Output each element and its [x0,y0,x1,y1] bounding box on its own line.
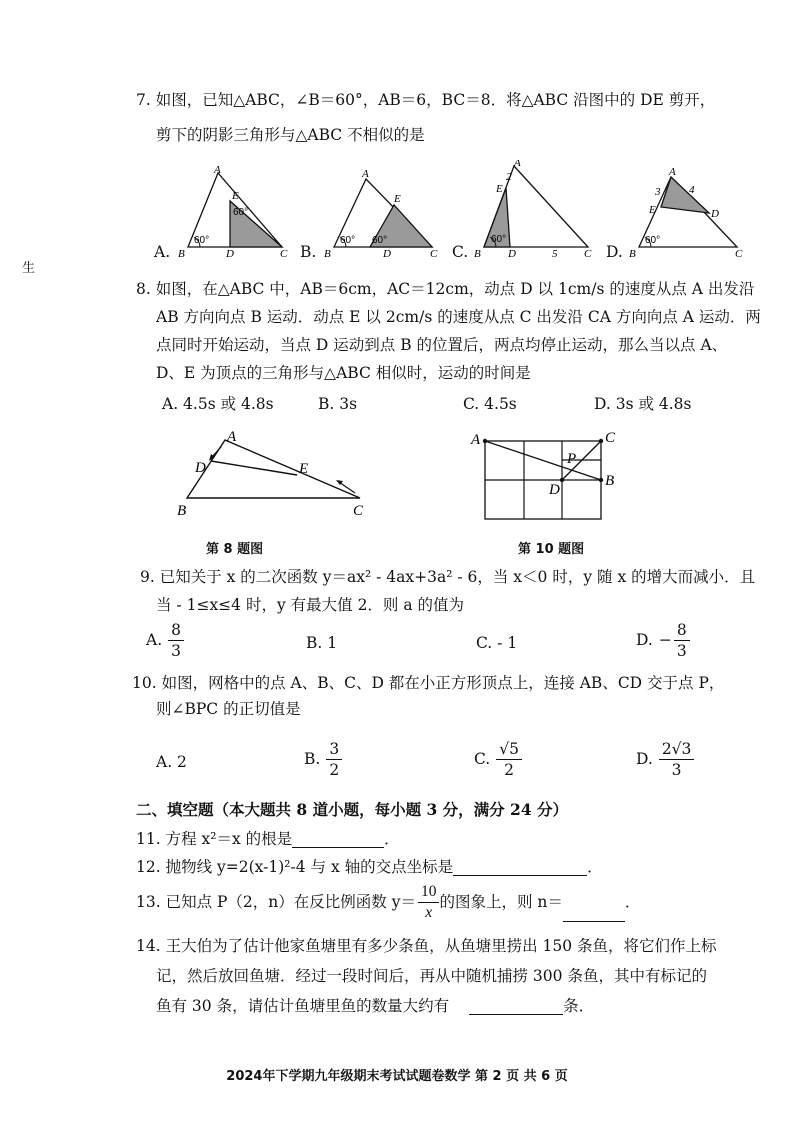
fig8-label-d: D [195,460,206,476]
q14-answer-blank[interactable] [469,1014,563,1015]
fig8-label-b: B [177,503,187,519]
fig10-label-d: D [549,482,560,498]
figure-8 [165,425,375,520]
q7-option-d: D. [606,243,623,261]
q7b-angle-b: 60° [340,235,356,246]
q7b-label-e: E [394,193,401,205]
q11-answer-blank[interactable] [292,847,384,848]
q9-option-c: C. - 1 [476,634,518,652]
section-2-heading: 二、填空题（本大题共 8 道小题，每小题 3 分，满分 24 分） [136,800,569,819]
page-footer: 2024年下学期九年级期末考试试题卷数学 第 2 页 共 6 页 [226,1069,568,1084]
q8-option-d: D. 3s 或 4.8s [594,395,692,413]
q7c-label-c: C [584,248,592,260]
q10-option-d: D. $\frac{2√3}{3}$ [636,741,694,779]
q7d-label-c: C [735,248,743,260]
q14-line1: 14. 王大伯为了估计他家鱼塘里有多少条鱼，从鱼塘里捞出 150 条鱼，将它们作上标 [136,937,717,955]
fig8-label-c: C [353,503,364,519]
q13: 13. 已知点 P（2，n）在反比例函数 y＝ $\frac{10}{x}$ 的图象上，则 n＝ ． [136,883,641,922]
q7b-label-d: D [383,248,391,260]
q7c-label-a: A [514,160,521,169]
q7a-label-b: B [178,248,185,260]
q11: 11. 方程 x²＝x 的根是 ． [136,830,400,848]
q12-answer-blank[interactable] [453,875,587,876]
caption-fig8: 第 8 题图 [206,542,264,557]
figure-10 [465,425,625,525]
q7-option-c: C. [452,243,469,261]
q8-option-c: C. 4.5s [463,395,517,413]
q9-option-d: D. − $\frac{8}{3}$ [636,622,690,660]
q9-line2: 当 - 1≤x≤4 时，y 有最大值 2．则 a 的值为 [156,596,465,614]
q7b-label-a: A [362,168,369,180]
q8-line2: AB 方向向点 B 运动．动点 E 以 2cm/s 的速度从点 C 出发沿 CA 方向向点 A 运动．两 [156,308,761,326]
q7-option-b: B. [300,243,317,261]
q8-option-a: A. 4.5s 或 4.8s [162,395,274,413]
q7c-len5: 5 [552,248,558,260]
q10-option-c: C. $\frac{√5}{2}$ [474,741,522,779]
q7a-angle-b: 60° [194,235,210,246]
q10-option-a: A. 2 [156,753,187,771]
q10-option-b: B. $\frac{3}{2}$ [304,741,342,779]
q7a-label-d: D [226,248,234,260]
q7c-label-d: D [508,248,516,260]
q7d-len3: 3 [655,186,661,198]
q7b-label-b: B [324,248,331,260]
q8-line1: 8. 如图，在△ABC 中，AB＝6cm，AC＝12cm，动点 D 以 1cm/s 的速度从点 A 出发沿 [136,280,755,298]
q7a-label-e: E [232,190,239,202]
q8-line4: D、E 为顶点的三角形与△ABC 相似时，运动的时间是 [156,364,531,382]
fig8-label-a: A [227,429,237,445]
caption-fig10: 第 10 题图 [518,542,585,557]
q7b-label-c: C [430,248,438,260]
q7d-label-e: E [649,204,656,216]
q9-line1: 9. 已知关于 x 的二次函数 y＝ax² - 4ax+3a² - 6，当 x＜0 时，y 随 x 的增大而减小．且 [140,568,756,586]
q7c-label-b: B [474,248,481,260]
q7c-angle-b: 60° [491,234,507,245]
q7d-angle-b: 60° [645,235,661,246]
q7-figure-a [170,165,295,260]
q7a-label-a: A [214,165,221,176]
q13-answer-blank[interactable] [563,921,625,922]
q7c-len2: 2 [506,171,512,183]
q7-figure-d [625,165,745,260]
q7d-len4: 4 [689,184,695,196]
q14-line2: 记，然后放回鱼塘．经过一段时间后，再从中随机捕捞 300 条鱼，其中有标记的 [156,967,707,985]
q7-option-a: A. [154,243,171,261]
q7-line2: 剪下的阴影三角形与△ABC 不相似的是 [156,126,425,144]
q10-line1: 10. 如图，网格中的点 A、B、C、D 都在小正方形顶点上，连接 AB、CD 交于点 P， [132,674,725,692]
q7d-label-b: B [629,248,636,260]
q7c-label-e: E [496,183,503,195]
side-mark: 生 [22,261,36,276]
q7a-angle-e: 60° [233,207,249,218]
fig10-label-p: P [567,451,577,467]
q14-line3: 鱼有 30 条，请估计鱼塘里鱼的数量大约有 条． [156,997,595,1015]
fig10-label-b: B [605,473,615,489]
q7d-label-d: D [711,208,719,220]
q9-option-a: A. $\frac{8}{3}$ [146,622,184,660]
fig10-label-a: A [471,432,481,448]
q12: 12. 抛物线 y=2(x-1)²-4 与 x 轴的交点坐标是 ． [136,858,603,876]
q8-line3: 点同时开始运动，当点 D 运动到点 B 的位置后，两点均停止运动，那么当以点 A、 [156,336,728,354]
q7a-label-c: C [280,248,288,260]
fig10-label-c: C [605,430,616,446]
q10-line2: 则∠BPC 的正切值是 [156,700,301,718]
q7-figure-b [320,165,445,260]
q7-line1: 7. 如图，已知△ABC，∠B＝60°，AB＝6，BC＝8．将△ABC 沿图中的 DE 剪开， [136,91,716,109]
q8-option-b: B. 3s [318,395,358,413]
q7-figure-c [470,160,595,260]
q7b-angle-d: 60° [372,235,388,246]
q7d-label-a: A [669,166,676,178]
q9-option-b: B. 1 [306,634,338,652]
fig8-label-e: E [299,461,309,477]
